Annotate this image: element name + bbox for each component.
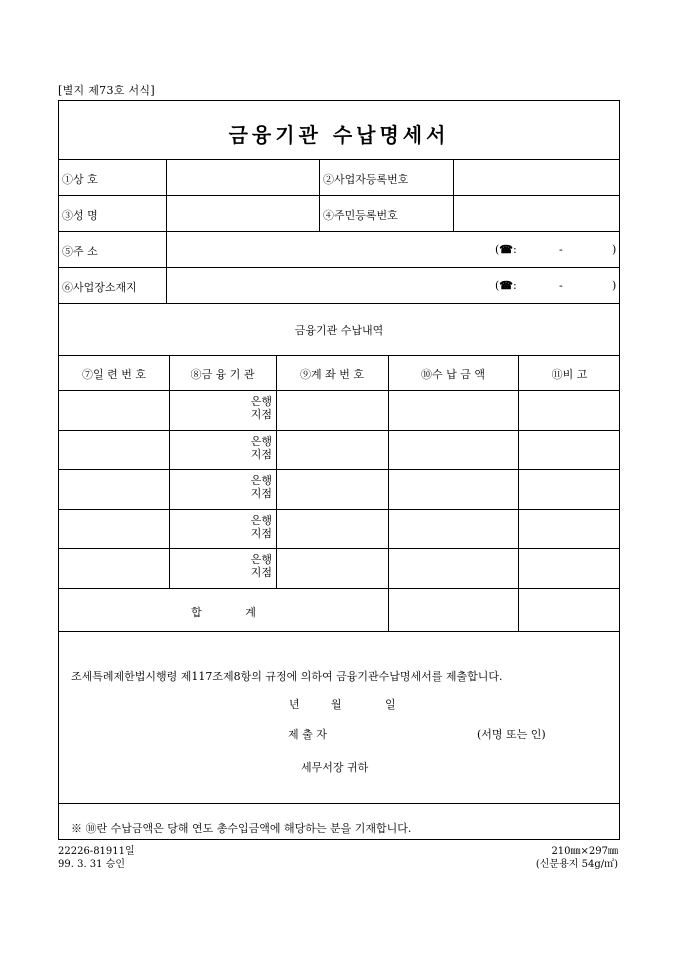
footer-left [58, 845, 135, 871]
form-title: 금융기관 수납명세서 [228, 123, 450, 147]
workplace-label: ⑥사업장소재지 [62, 281, 137, 294]
footer-right [536, 845, 618, 871]
paper-size: 210㎜×297㎜ [551, 846, 618, 857]
note: ※ ⑩란 수납금액은 당해 연도 총수입금액에 해당하는 분을 기재합니다. [71, 822, 412, 835]
phone-icon: ☎ [499, 243, 513, 256]
table-row: 은행 지점 [250, 474, 272, 500]
table-row: 은행 지점 [250, 553, 272, 579]
business-reg-no-label: ②사업자등록번호 [323, 173, 409, 186]
addressee: 세무서장 귀하 [301, 761, 369, 774]
date-day: 일 [385, 698, 396, 711]
header-remarks: ⑪비 고 [551, 368, 588, 381]
header-serial-no: ⑦일 련 번 호 [82, 368, 146, 381]
table-row: 은행 지점 [250, 395, 272, 421]
header-financial-institution: ⑧금 융 기 관 [190, 368, 255, 381]
table-row: 은행 지점 [250, 514, 272, 540]
signature-label: (서명 또는 인) [477, 728, 546, 741]
declaration-statement: 조세특례제한법시행령 제117조제8항의 규정에 의하여 금융기관수납명세서를 제출합니다. [71, 670, 503, 683]
company-label: ①상 호 [62, 173, 98, 186]
section-title: 금융기관 수납내역 [294, 324, 384, 337]
form-code: 22226-81911일 [58, 846, 135, 857]
header-amount: ⑩수 납 금 액 [421, 368, 485, 381]
form-label: [별지 제73호 서식] [58, 84, 155, 97]
workplace-phone: (☎: - ) [495, 279, 617, 292]
address-phone: (☎: - ) [495, 243, 617, 256]
date-year: 년 [289, 698, 300, 711]
approval-date: 99. 3. 31 승인 [58, 859, 126, 870]
table-row: 은행 지점 [250, 435, 272, 461]
address-label: ⑤주 소 [62, 245, 98, 258]
date-month: 월 [331, 698, 342, 711]
paper-type: (신문용지 54g/㎡) [535, 859, 618, 870]
header-account-no: ⑨계 좌 번 호 [300, 368, 364, 381]
name-label: ③성 명 [62, 209, 98, 222]
form-frame [58, 100, 620, 840]
phone-icon: ☎ [499, 279, 513, 292]
submitter-label: 제 출 자 [288, 728, 327, 741]
resident-reg-no-label: ④주민등록번호 [323, 209, 398, 222]
total-label: 합 계 [191, 606, 256, 619]
